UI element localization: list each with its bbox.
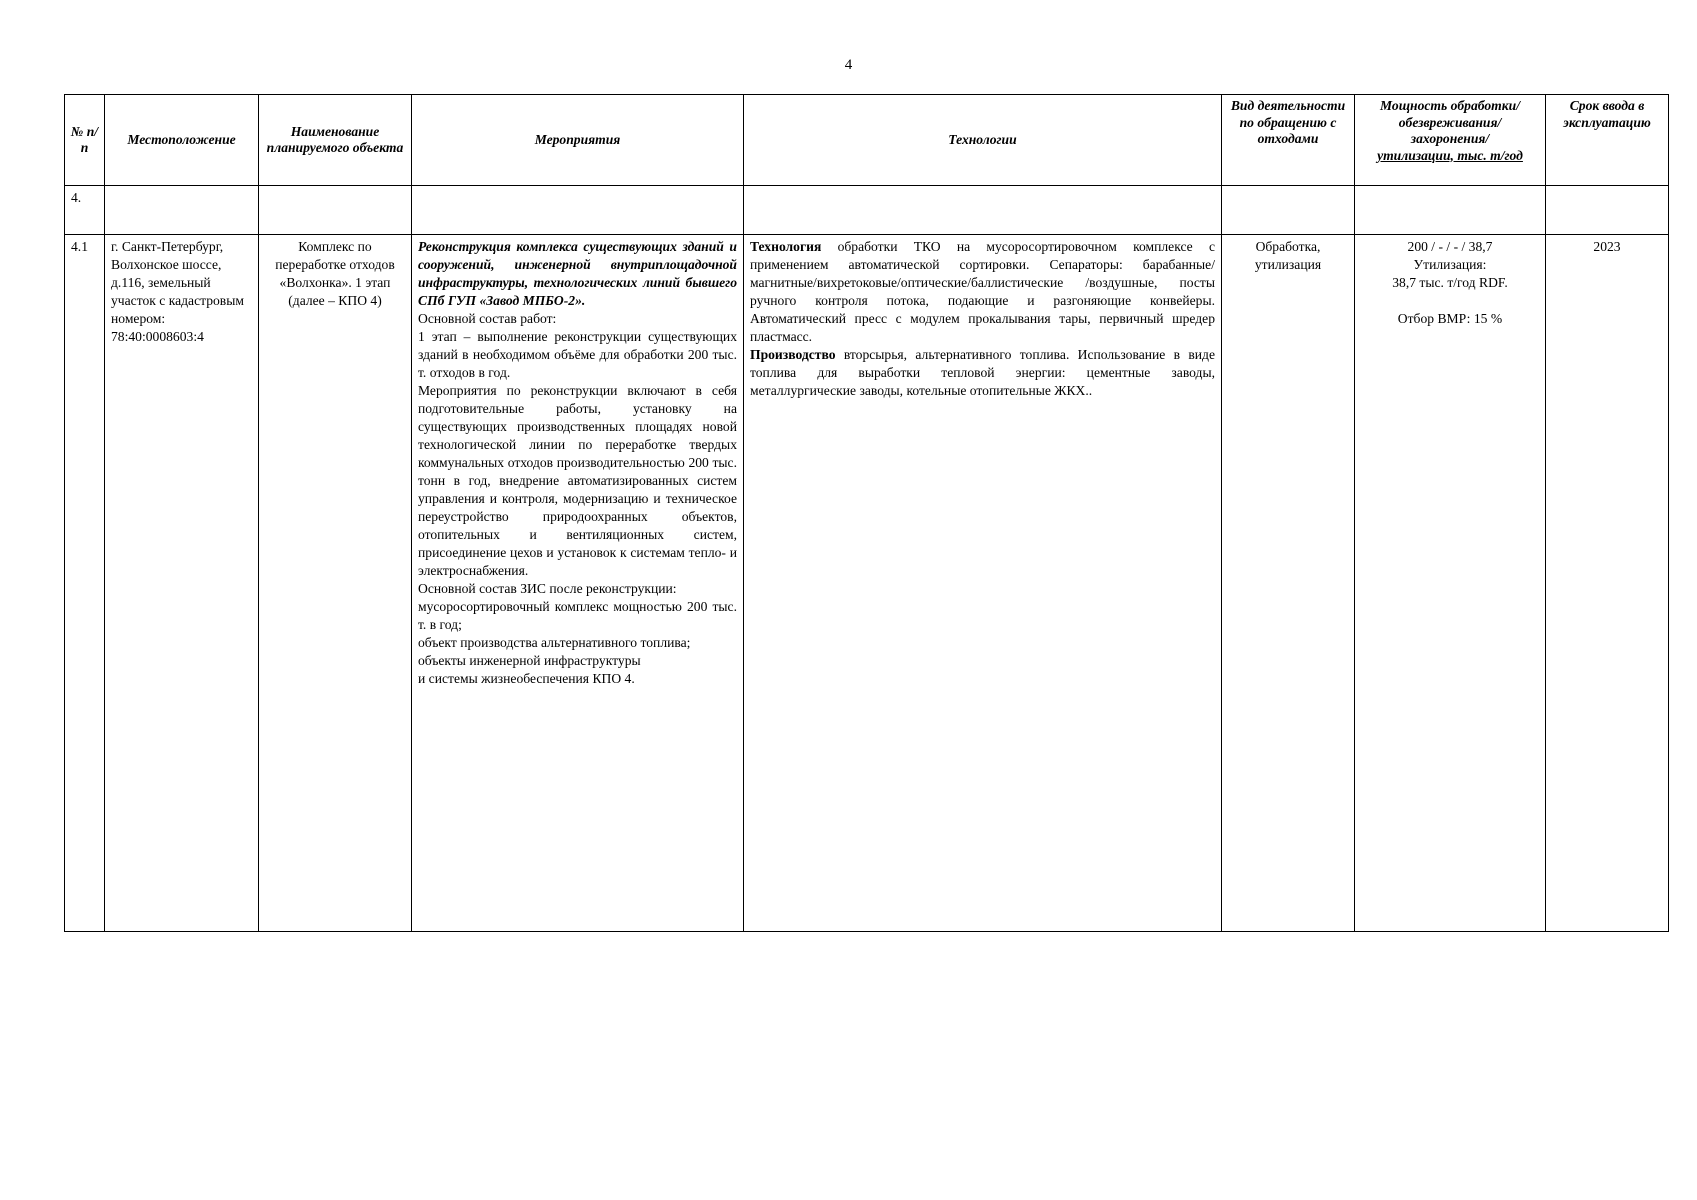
- header-capacity-unit: утилизации, тыс. т/год: [1377, 147, 1523, 163]
- row-num: 4.1: [65, 235, 105, 932]
- section-row: [65, 186, 1669, 235]
- table-row: [65, 235, 1669, 932]
- capacity-vmr: Отбор ВМР: 15 %: [1397, 311, 1503, 326]
- prod-label: Производство: [750, 347, 836, 362]
- header-location: Местоположение: [105, 95, 259, 186]
- row-capacity: [1355, 235, 1546, 932]
- measures-zis-item: и системы жизнеобеспечения КПО 4.: [418, 671, 635, 686]
- section-cell: [412, 186, 744, 235]
- header-commission: Срок ввода в эксплуатацию: [1546, 95, 1669, 186]
- row-location: г. Санкт-Петербург, Волхонское шоссе, д.116, земельный участок с кадастровым номером: 78:40:0008603:4: [105, 235, 259, 932]
- tech-label: Технология: [750, 239, 822, 254]
- capacity-rdf: 38,7 тыс. т/год RDF.: [1392, 275, 1508, 290]
- measures-composition-heading: Основной состав работ:: [418, 311, 557, 326]
- row-activity: Обработка, утилизация: [1222, 235, 1355, 932]
- measures-zis-item: объекты инженерной инфраструктуры: [418, 653, 641, 668]
- tech-text: обработки ТКО на мусоросортировочном комплексе с применением автоматической сортировки. Сепараторы: барабанные/магнитные/вихретоковые/оптические/баллистические /воздушные, посты ручного контроля потока, подающие и разгоняющие конвейеры. Автоматический пресс с модулем прокалывания тары, первичный шредер пластмасс.: [750, 239, 1215, 344]
- row-commission: 2023: [1546, 235, 1669, 932]
- header-capacity: [1355, 95, 1546, 186]
- page-number: 4: [844, 57, 853, 73]
- capacity-values: 200 / - / - / 38,7: [1407, 239, 1493, 254]
- section-cell: [1222, 186, 1355, 235]
- header-capacity-text: Мощность обработки/ обезвреживания/ захоронения/: [1380, 98, 1520, 146]
- header-num: № п/п: [65, 95, 105, 186]
- waste-facilities-table: [64, 94, 1669, 932]
- measures-zis-heading: Основной состав ЗИС после реконструкции:: [418, 581, 677, 596]
- section-cell: [1546, 186, 1669, 235]
- section-cell: [1355, 186, 1546, 235]
- prod-paragraph: [750, 346, 1215, 400]
- header-measures: Мероприятия: [412, 95, 744, 186]
- header-activity: Вид деятельности по обращению с отходами: [1222, 95, 1355, 186]
- row-technologies: [744, 235, 1222, 932]
- capacity-utilization-label: Утилизация:: [1413, 257, 1487, 272]
- section-cell: [744, 186, 1222, 235]
- section-cell: [105, 186, 259, 235]
- row-measures: [412, 235, 744, 932]
- section-num: 4.: [65, 186, 105, 235]
- section-cell: [259, 186, 412, 235]
- header-technologies: Технологии: [744, 95, 1222, 186]
- measures-title: Реконструкция комплекса существующих зданий и сооружений, инженерной внутриплощадочной инфраструктуры, технологических линий бывшего СПб ГУП «Завод МПБО-2».: [418, 239, 737, 308]
- measures-reconstruction: Мероприятия по реконструкции включают в себя подготовительные работы, установку на существующих производственных площадях новой технологической линии по переработке твердых коммунальных отходов производительностью 200 тыс. тонн в год, внедрение автоматизированных систем управления и контроля, модернизацию и техническое переустройство природоохранных объектов, отопительных и вентиляционных систем, присоединение цехов и установок к системам тепло- и электроснабжения.: [418, 383, 737, 578]
- spacer: [1361, 292, 1539, 310]
- header-object-name: Наименование планируемого объекта: [259, 95, 412, 186]
- measures-zis-item: мусоросортировочный комплекс мощностью 200 тыс. т. в год;: [418, 599, 737, 632]
- table-header-row: [65, 95, 1669, 186]
- row-object-name: Комплекс по переработке отходов «Волхонка». 1 этап (далее – КПО 4): [259, 235, 412, 932]
- measures-stage1: 1 этап – выполнение реконструкции существующих зданий в необходимом объёме для обработки 200 тыс. т. отходов в год.: [418, 329, 737, 380]
- measures-zis-item: объект производства альтернативного топлива;: [418, 635, 691, 650]
- tech-paragraph: [750, 238, 1215, 346]
- prod-text: вторсырья, альтернативного топлива. Использование в виде топлива для выработки тепловой энергии: цементные заводы, металлургические заводы, котельные отопительные ЖКХ..: [750, 347, 1215, 398]
